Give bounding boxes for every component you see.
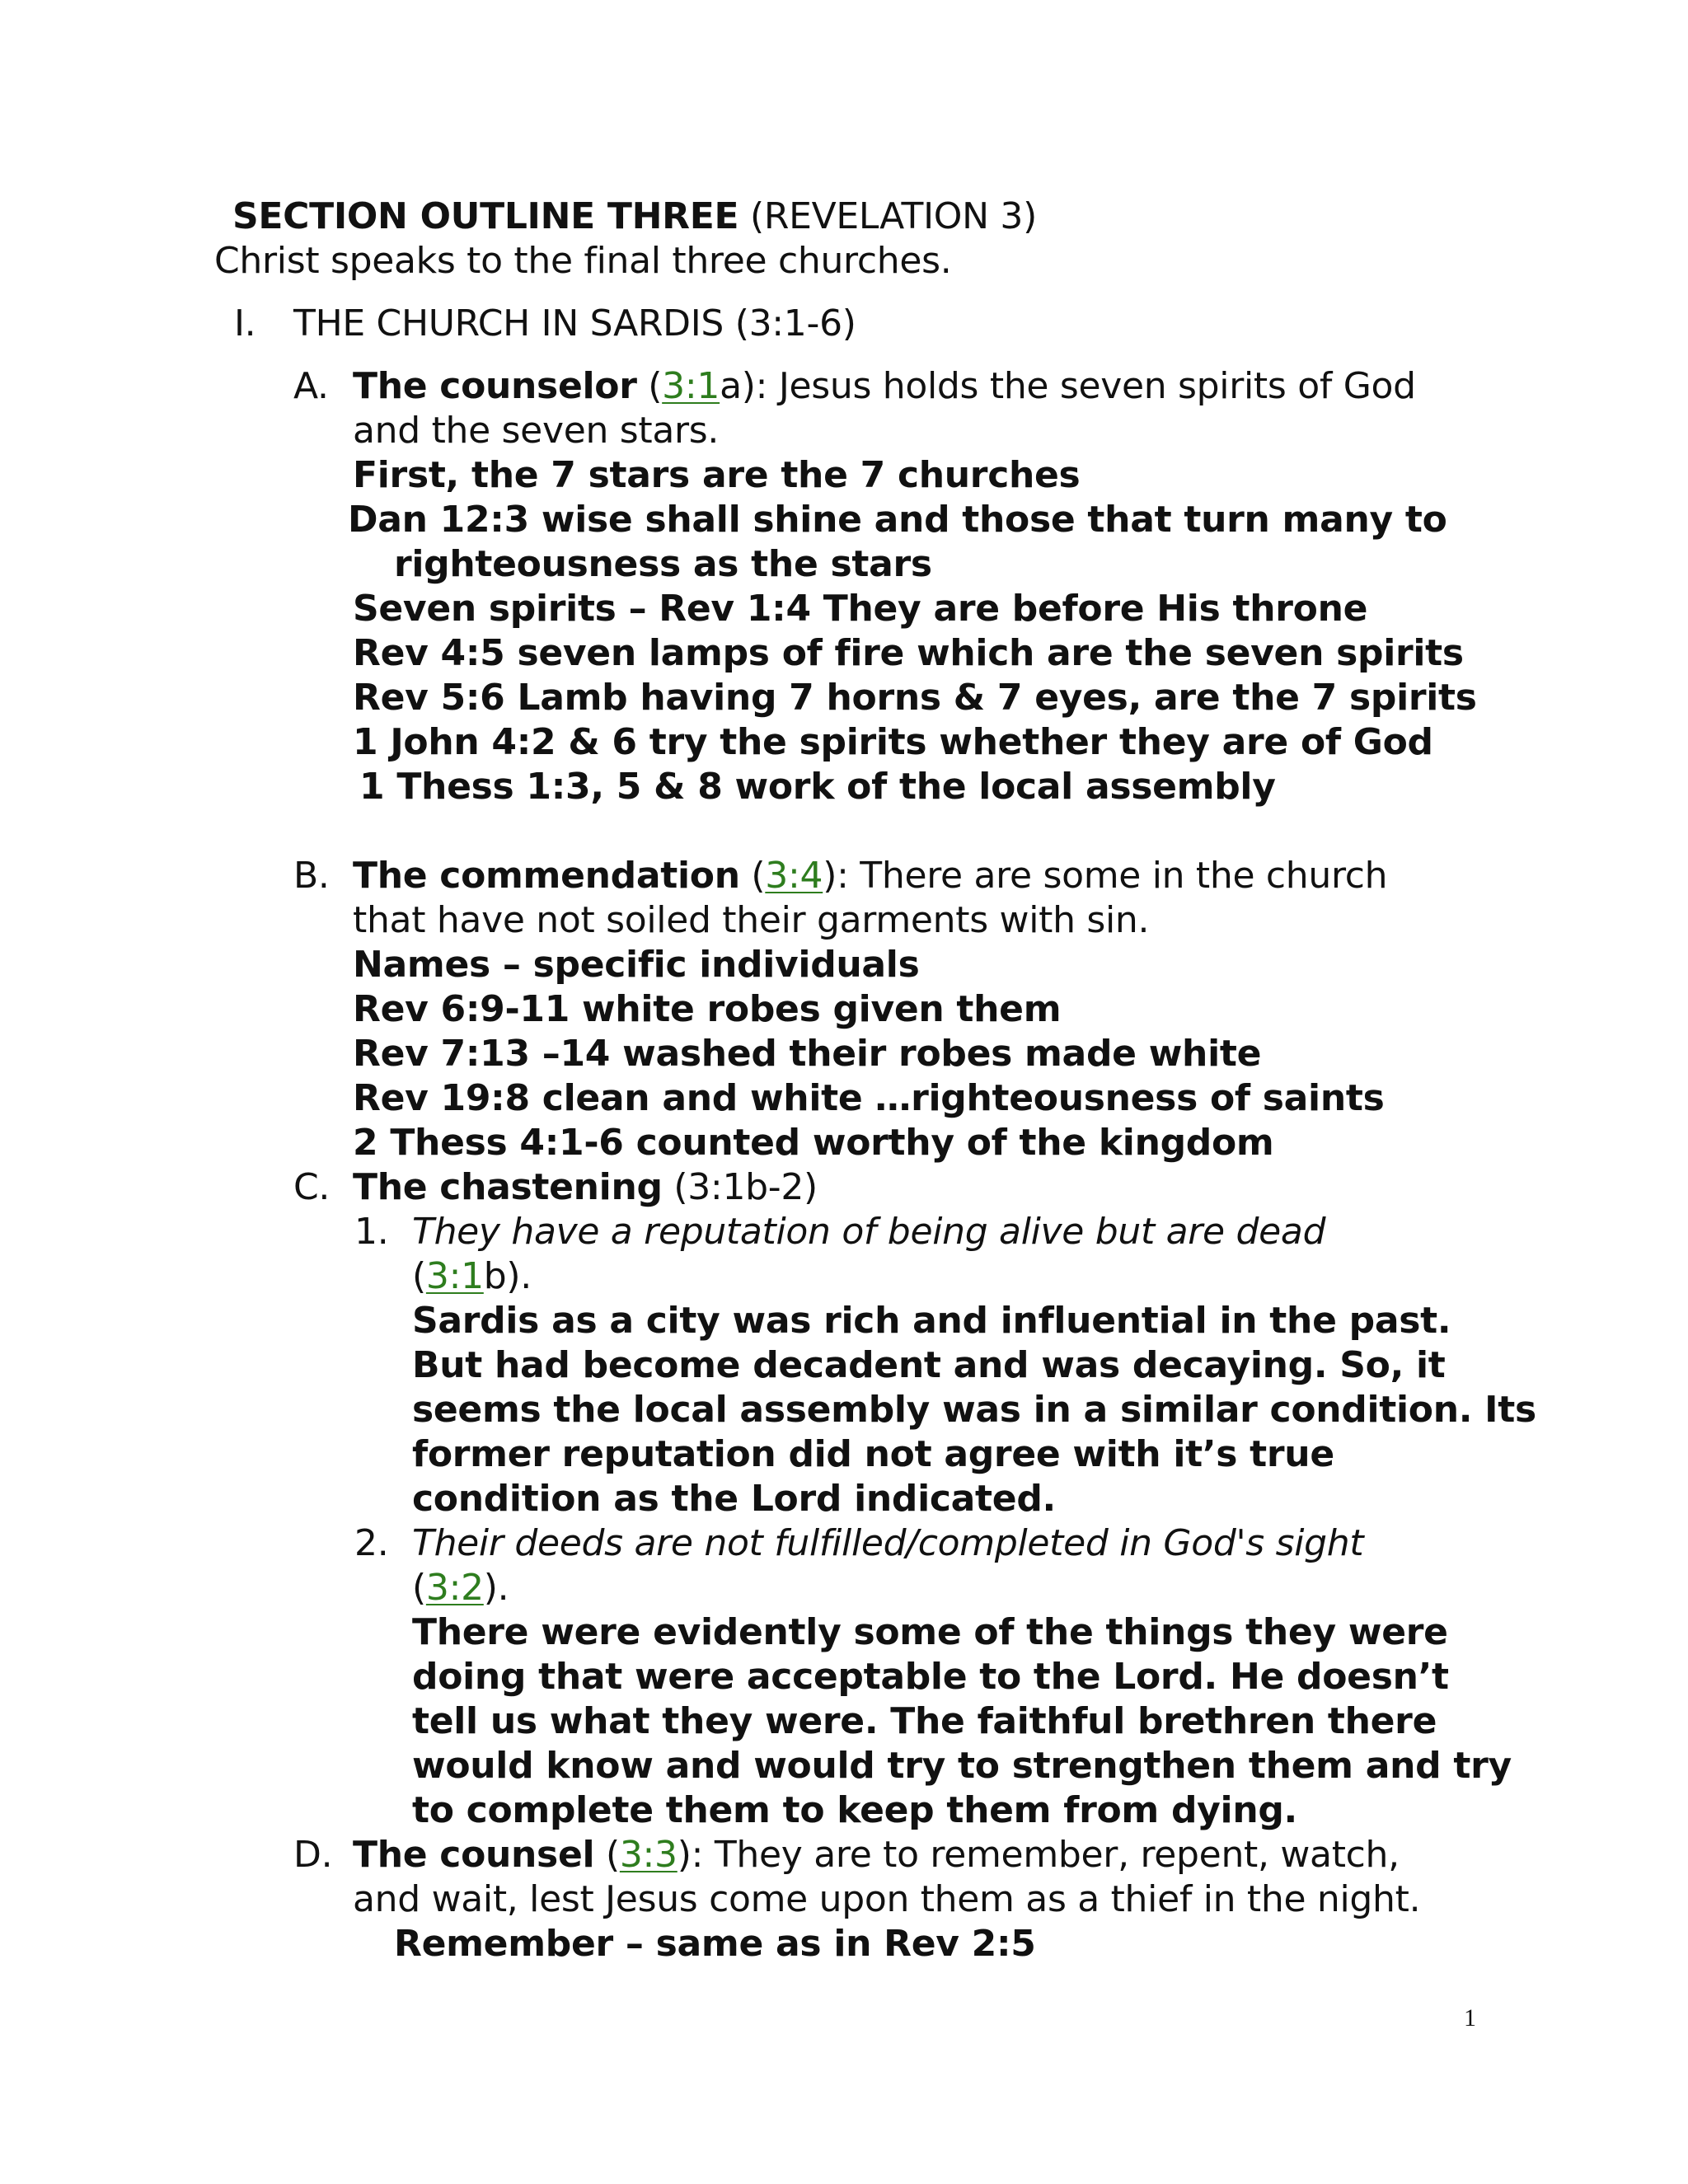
- item-c1-note: condition as the Lord indicated.: [412, 1478, 1056, 1520]
- item-c1-note: But had become decadent and was decaying. So, it: [412, 1344, 1446, 1386]
- item-b-label: The commendation: [353, 855, 740, 897]
- page-number: 1: [1464, 2004, 1476, 2032]
- item-c1-ref-after: b).: [483, 1255, 532, 1297]
- item-a-text: a): Jesus holds the seven spirits of God: [720, 365, 1416, 407]
- item-c1-note: seems the local assembly was in a similar condition. Its: [412, 1389, 1536, 1431]
- item-a-paren: (: [636, 365, 663, 407]
- item-c2-note: doing that were acceptable to the Lord. He doesn’t: [412, 1656, 1449, 1698]
- item-a-note: righteousness as the stars: [394, 543, 932, 585]
- item-b-ref-link[interactable]: 3:4: [765, 855, 823, 897]
- item-c2-note: would know and would try to strengthen them and try: [412, 1745, 1512, 1787]
- item-b-line: [293, 854, 1387, 898]
- item-c1-paren: (: [412, 1255, 426, 1297]
- item-b-paren: (: [739, 855, 766, 897]
- outline-title-bold: SECTION OUTLINE THREE: [232, 195, 739, 237]
- item-d-text: ): They are to remember, repent, watch,: [677, 1834, 1400, 1876]
- item-c1-note: Sardis as a city was rich and influential in the past.: [412, 1300, 1451, 1342]
- item-d-label: The counsel: [353, 1834, 595, 1876]
- item-d-line2: and wait, lest Jesus come upon them as a thief in the night.: [353, 1878, 1421, 1920]
- item-c2-note: tell us what they were. The faithful brethren there: [412, 1700, 1437, 1742]
- item-a-marker: A.: [293, 365, 329, 407]
- item-c-text: (3:1b-2): [662, 1166, 818, 1208]
- item-c2-ref-link[interactable]: 3:2: [425, 1567, 484, 1609]
- section-heading-text: THE CHURCH IN SARDIS (3:1-6): [293, 302, 856, 344]
- outline-subtitle: Christ speaks to the final three churches.: [214, 240, 952, 282]
- item-c1-marker: 1.: [354, 1211, 389, 1253]
- item-b-note: Names – specific individuals: [353, 944, 920, 986]
- item-b-line2: that have not soiled their garments with sin.: [353, 899, 1150, 941]
- item-c1-text: They have a reputation of being alive but are dead: [412, 1211, 1326, 1253]
- item-c2-paren: (: [412, 1567, 426, 1609]
- item-d-paren: (: [594, 1834, 620, 1876]
- item-a-ref-link[interactable]: 3:1: [662, 365, 720, 407]
- section-heading: [234, 302, 856, 346]
- item-c2-marker: 2.: [354, 1522, 389, 1564]
- item-c1-line: [354, 1210, 1325, 1254]
- item-a-note: Seven spirits – Rev 1:4 They are before His throne: [353, 588, 1368, 630]
- item-c2-text: Their deeds are not fulfilled/completed in God's sight: [412, 1522, 1364, 1564]
- outline-title: [232, 194, 1037, 239]
- item-b-note: Rev 7:13 –14 washed their robes made white: [353, 1033, 1262, 1075]
- item-b-note: Rev 19:8 clean and white …righteousness of saints: [353, 1077, 1385, 1119]
- item-a-note: Dan 12:3 wise shall shine and those that turn many to: [348, 499, 1447, 541]
- item-c1-ref-line: [412, 1254, 532, 1299]
- item-b-text: ): There are some in the church: [823, 855, 1388, 897]
- item-c-line: [293, 1165, 818, 1210]
- item-c2-note: There were evidently some of the things they were: [412, 1611, 1448, 1653]
- item-c2-ref-after: ).: [483, 1567, 509, 1609]
- item-c1-note: former reputation did not agree with it’s true: [412, 1433, 1334, 1475]
- section-marker: I.: [234, 302, 256, 344]
- item-a-note: 1 John 4:2 & 6 try the spirits whether they are of God: [353, 721, 1433, 763]
- item-c-marker: C.: [293, 1166, 331, 1208]
- item-c1-ref-link[interactable]: 3:1: [425, 1255, 484, 1297]
- item-a-label: The counselor: [353, 365, 637, 407]
- item-c-label: The chastening: [353, 1166, 663, 1208]
- item-a-note: 1 Thess 1:3, 5 & 8 work of the local assembly: [359, 766, 1276, 808]
- item-a-note: Rev 4:5 seven lamps of fire which are the seven spirits: [353, 632, 1464, 674]
- item-c2-note: to complete them to keep them from dying.: [412, 1789, 1297, 1831]
- item-b-note: Rev 6:9-11 white robes given them: [353, 988, 1062, 1030]
- item-b-marker: B.: [293, 855, 330, 897]
- item-d-line: [293, 1833, 1400, 1877]
- outline-title-rest: (REVELATION 3): [738, 195, 1037, 237]
- item-c2-ref-line: [412, 1566, 509, 1610]
- item-a-note: Rev 5:6 Lamb having 7 horns & 7 eyes, are the 7 spirits: [353, 677, 1477, 719]
- item-a-note: First, the 7 stars are the 7 churches: [353, 454, 1081, 496]
- item-b-note: 2 Thess 4:1-6 counted worthy of the kingdom: [353, 1122, 1274, 1164]
- item-a-line: [293, 364, 1416, 409]
- item-d-note: Remember – same as in Rev 2:5: [394, 1923, 1036, 1965]
- item-d-marker: D.: [293, 1834, 333, 1876]
- item-d-ref-link[interactable]: 3:3: [619, 1834, 678, 1876]
- item-a-line2: and the seven stars.: [353, 410, 720, 452]
- item-c2-line: [354, 1521, 1363, 1566]
